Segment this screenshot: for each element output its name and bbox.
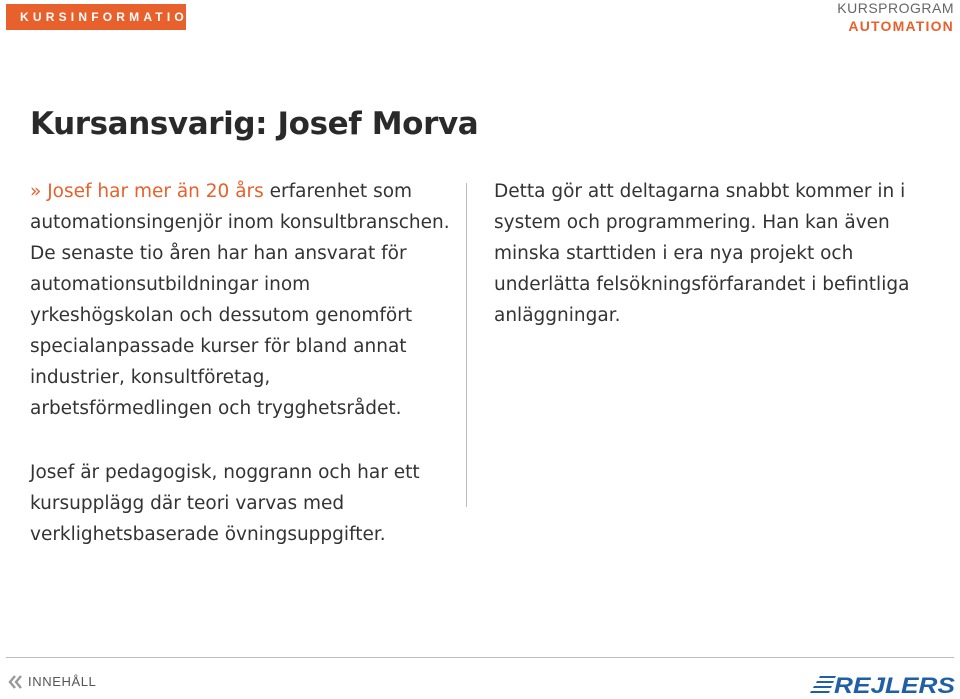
left-column [30,176,455,550]
logo-text: REJLERS [834,673,956,695]
intro-paragraph [30,176,455,424]
program-header [837,0,954,35]
right-paragraph: Detta gör att deltagarna snabbt kommer in i system och programmering. Han kan även minska starttiden i era nya projekt och underlätta felsökningsförfarandet i befintliga anläggningar. [494,181,910,326]
program-name: AUTOMATION [848,18,954,34]
section-tab: KURSINFORMATION [6,4,186,30]
right-column [494,176,914,331]
lead-marker: » [30,181,42,202]
double-chevron-left-icon [8,675,24,689]
lead-text: Josef har mer än 20 års [47,181,264,202]
column-divider [466,183,467,507]
contents-nav-link[interactable] [8,674,96,689]
page-title: Kursansvarig: Josef Morva [30,106,479,142]
program-label: KURSPROGRAM [837,0,954,16]
intro-text: erfarenhet som automationsingenjör inom konsultbranschen. De senaste tio åren har han ansvarat för automationsutbildningar inom yrkeshögskolan och dessutom genomfört specialanpassade kurser för bland annat industrier, konsultföretag, arbetsförmedlingen och trygghetsrådet. [30,181,450,419]
footer-divider [6,657,954,658]
second-paragraph: Josef är pedagogisk, noggrann och har ett kursupplägg där teori varvas med verklighetsbaserade övningsuppgifter. [30,462,420,545]
contents-nav-label: INNEHÅLL [28,674,97,689]
rejlers-logo [810,673,956,695]
